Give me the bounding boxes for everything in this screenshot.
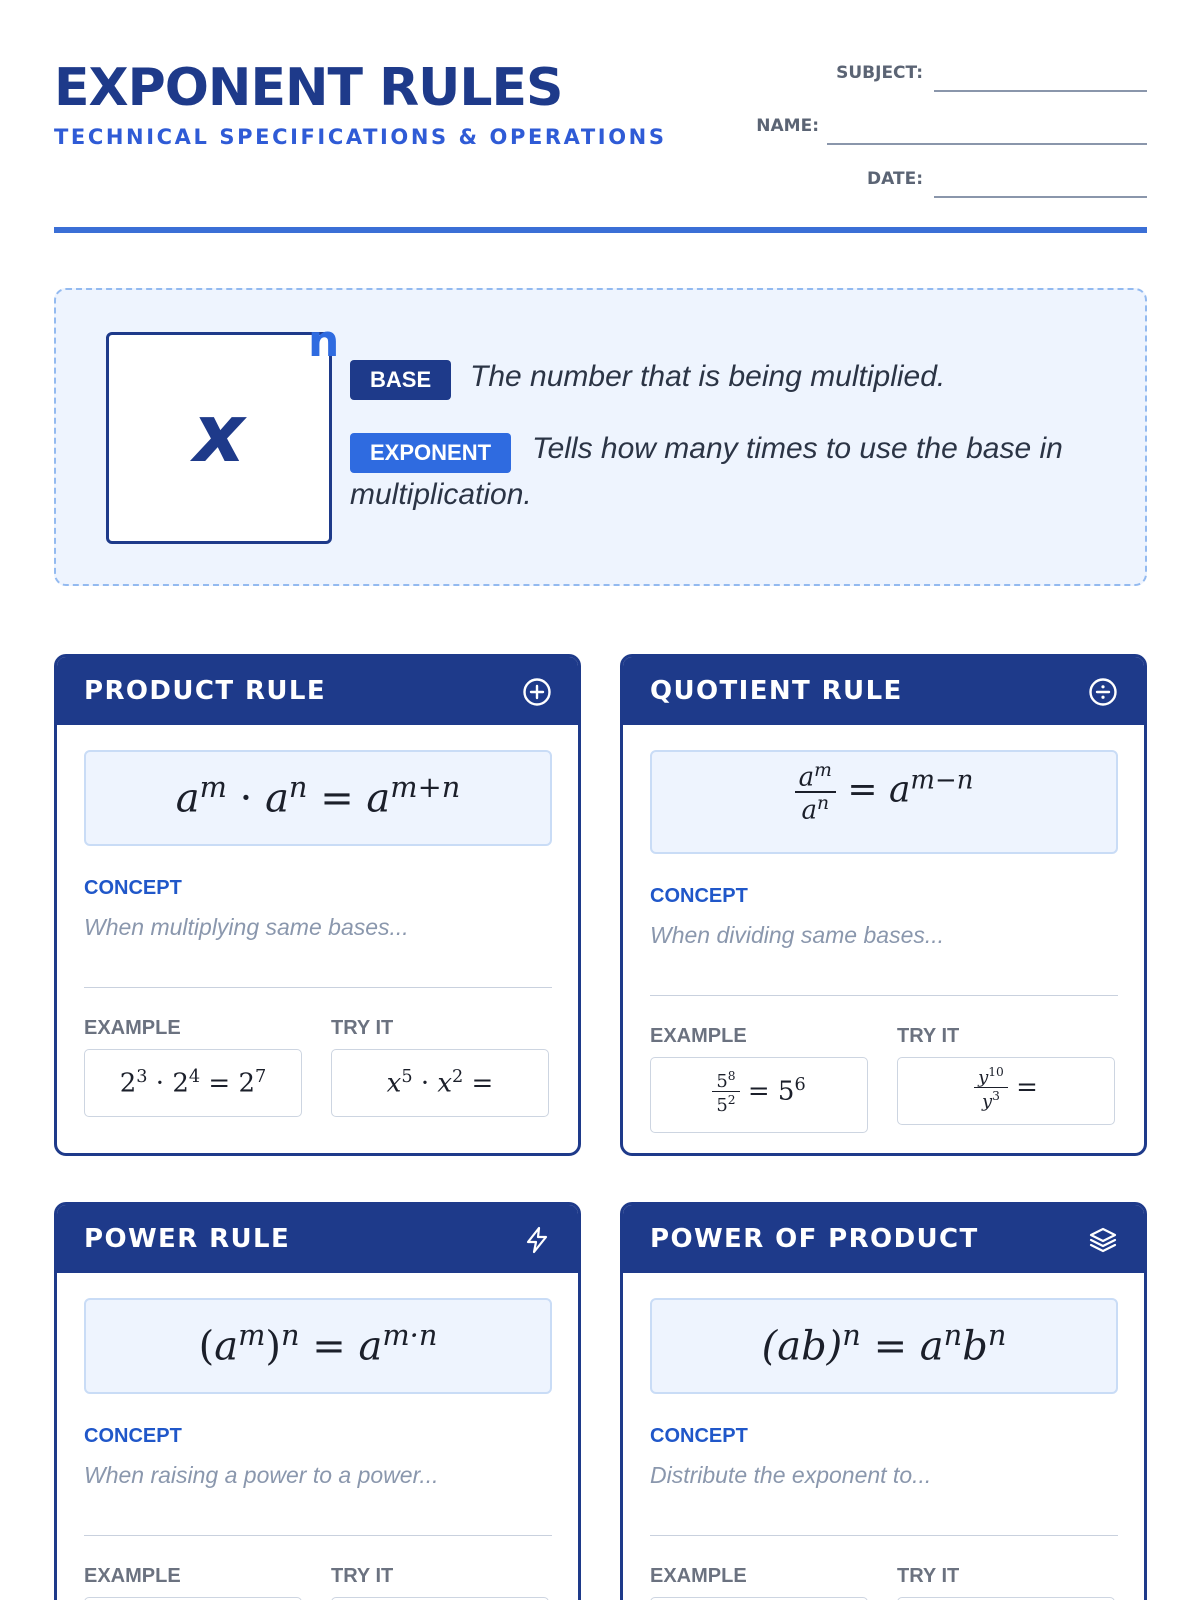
card-title: POWER RULE	[84, 1224, 291, 1254]
page-title: EXPONENT RULES	[54, 58, 563, 118]
header-divider	[54, 227, 1147, 233]
plus-circle-icon	[522, 677, 552, 707]
concept-label: CONCEPT	[650, 885, 748, 907]
exponent-definition-line2: multiplication.	[350, 478, 532, 511]
concept-text: When dividing same bases...	[650, 922, 945, 948]
worksheet-header	[54, 0, 1147, 234]
base-glyph: x	[193, 387, 245, 480]
exponent-badge: EXPONENT	[350, 433, 511, 473]
concept-label: CONCEPT	[650, 1425, 748, 1447]
power-of-product-card	[620, 1202, 1147, 1600]
subject-field[interactable]	[934, 90, 1147, 92]
page-subtitle: TECHNICAL SPECIFICATIONS & OPERATIONS	[54, 125, 667, 149]
tryit-expression: $x^5 \cdot x^2$ =	[386, 1067, 494, 1099]
card-header	[623, 657, 1144, 725]
subject-label: SUBJECT:	[836, 63, 923, 83]
quotient-rule-card	[620, 654, 1147, 1156]
base-diagram	[106, 332, 332, 544]
formula-box	[84, 750, 552, 846]
example-label: EXAMPLE	[84, 1565, 181, 1587]
tryit-expression: $\frac{y^{10}}{y^3}$ =	[898, 1066, 1114, 1111]
tryit-label: TRY IT	[897, 1025, 960, 1047]
formula-box	[650, 1298, 1118, 1394]
tryit-label: TRY IT	[331, 1565, 394, 1587]
concept-text: Distribute the exponent to...	[650, 1462, 932, 1488]
example-box	[650, 1057, 868, 1133]
exponent-definition-line1: Tells how many times to use the base in	[532, 432, 1063, 465]
card-divider	[650, 1535, 1118, 1536]
concept-label: CONCEPT	[84, 1425, 182, 1447]
exponent-glyph: n	[308, 316, 340, 367]
formula-box	[650, 750, 1118, 854]
example-label: EXAMPLE	[650, 1565, 747, 1587]
power-formula: $(a^m)^n = a^{m\cdot n}$	[198, 1318, 438, 1370]
example-expression: $2^3 \cdot 2^4 = 2^7$	[119, 1067, 267, 1099]
card-title: PRODUCT RULE	[84, 676, 327, 706]
name-label: NAME:	[756, 116, 819, 136]
layers-icon	[1088, 1225, 1118, 1255]
product-formula: $a^m \cdot a^n = a^{m+n}$	[175, 770, 461, 822]
tryit-label: TRY IT	[331, 1017, 394, 1039]
power-rule-card	[54, 1202, 581, 1600]
card-header	[57, 1205, 578, 1273]
card-title: POWER OF PRODUCT	[650, 1224, 979, 1254]
example-box	[84, 1049, 302, 1117]
card-title: QUOTIENT RULE	[650, 676, 903, 706]
base-badge: BASE	[350, 360, 451, 400]
example-expression: $\frac{5^8}{5^2}$ = $5^6$	[651, 1070, 867, 1115]
quotient-formula: $\frac{a^m}{a^n}$ = $a^{m-n}$	[652, 762, 1116, 823]
concept-text: When multiplying same bases...	[84, 914, 409, 940]
lightning-icon	[522, 1225, 552, 1255]
definition-panel	[54, 288, 1147, 586]
card-header	[57, 657, 578, 725]
tryit-box[interactable]	[897, 1057, 1115, 1125]
divide-circle-icon	[1088, 677, 1118, 707]
formula-box	[84, 1298, 552, 1394]
concept-text: When raising a power to a power...	[84, 1462, 439, 1488]
tryit-label: TRY IT	[897, 1565, 960, 1587]
power-of-product-formula: $(ab)^n = a^nb^n$	[761, 1318, 1007, 1370]
date-label: DATE:	[867, 169, 923, 189]
card-divider	[84, 987, 552, 988]
name-field[interactable]	[827, 143, 1147, 145]
card-divider	[650, 995, 1118, 996]
example-label: EXAMPLE	[84, 1017, 181, 1039]
example-label: EXAMPLE	[650, 1025, 747, 1047]
tryit-box[interactable]	[331, 1049, 549, 1117]
product-rule-card	[54, 654, 581, 1156]
card-header	[623, 1205, 1144, 1273]
base-definition: The number that is being multiplied.	[470, 360, 946, 393]
date-field[interactable]	[934, 196, 1147, 198]
card-divider	[84, 1535, 552, 1536]
concept-label: CONCEPT	[84, 877, 182, 899]
